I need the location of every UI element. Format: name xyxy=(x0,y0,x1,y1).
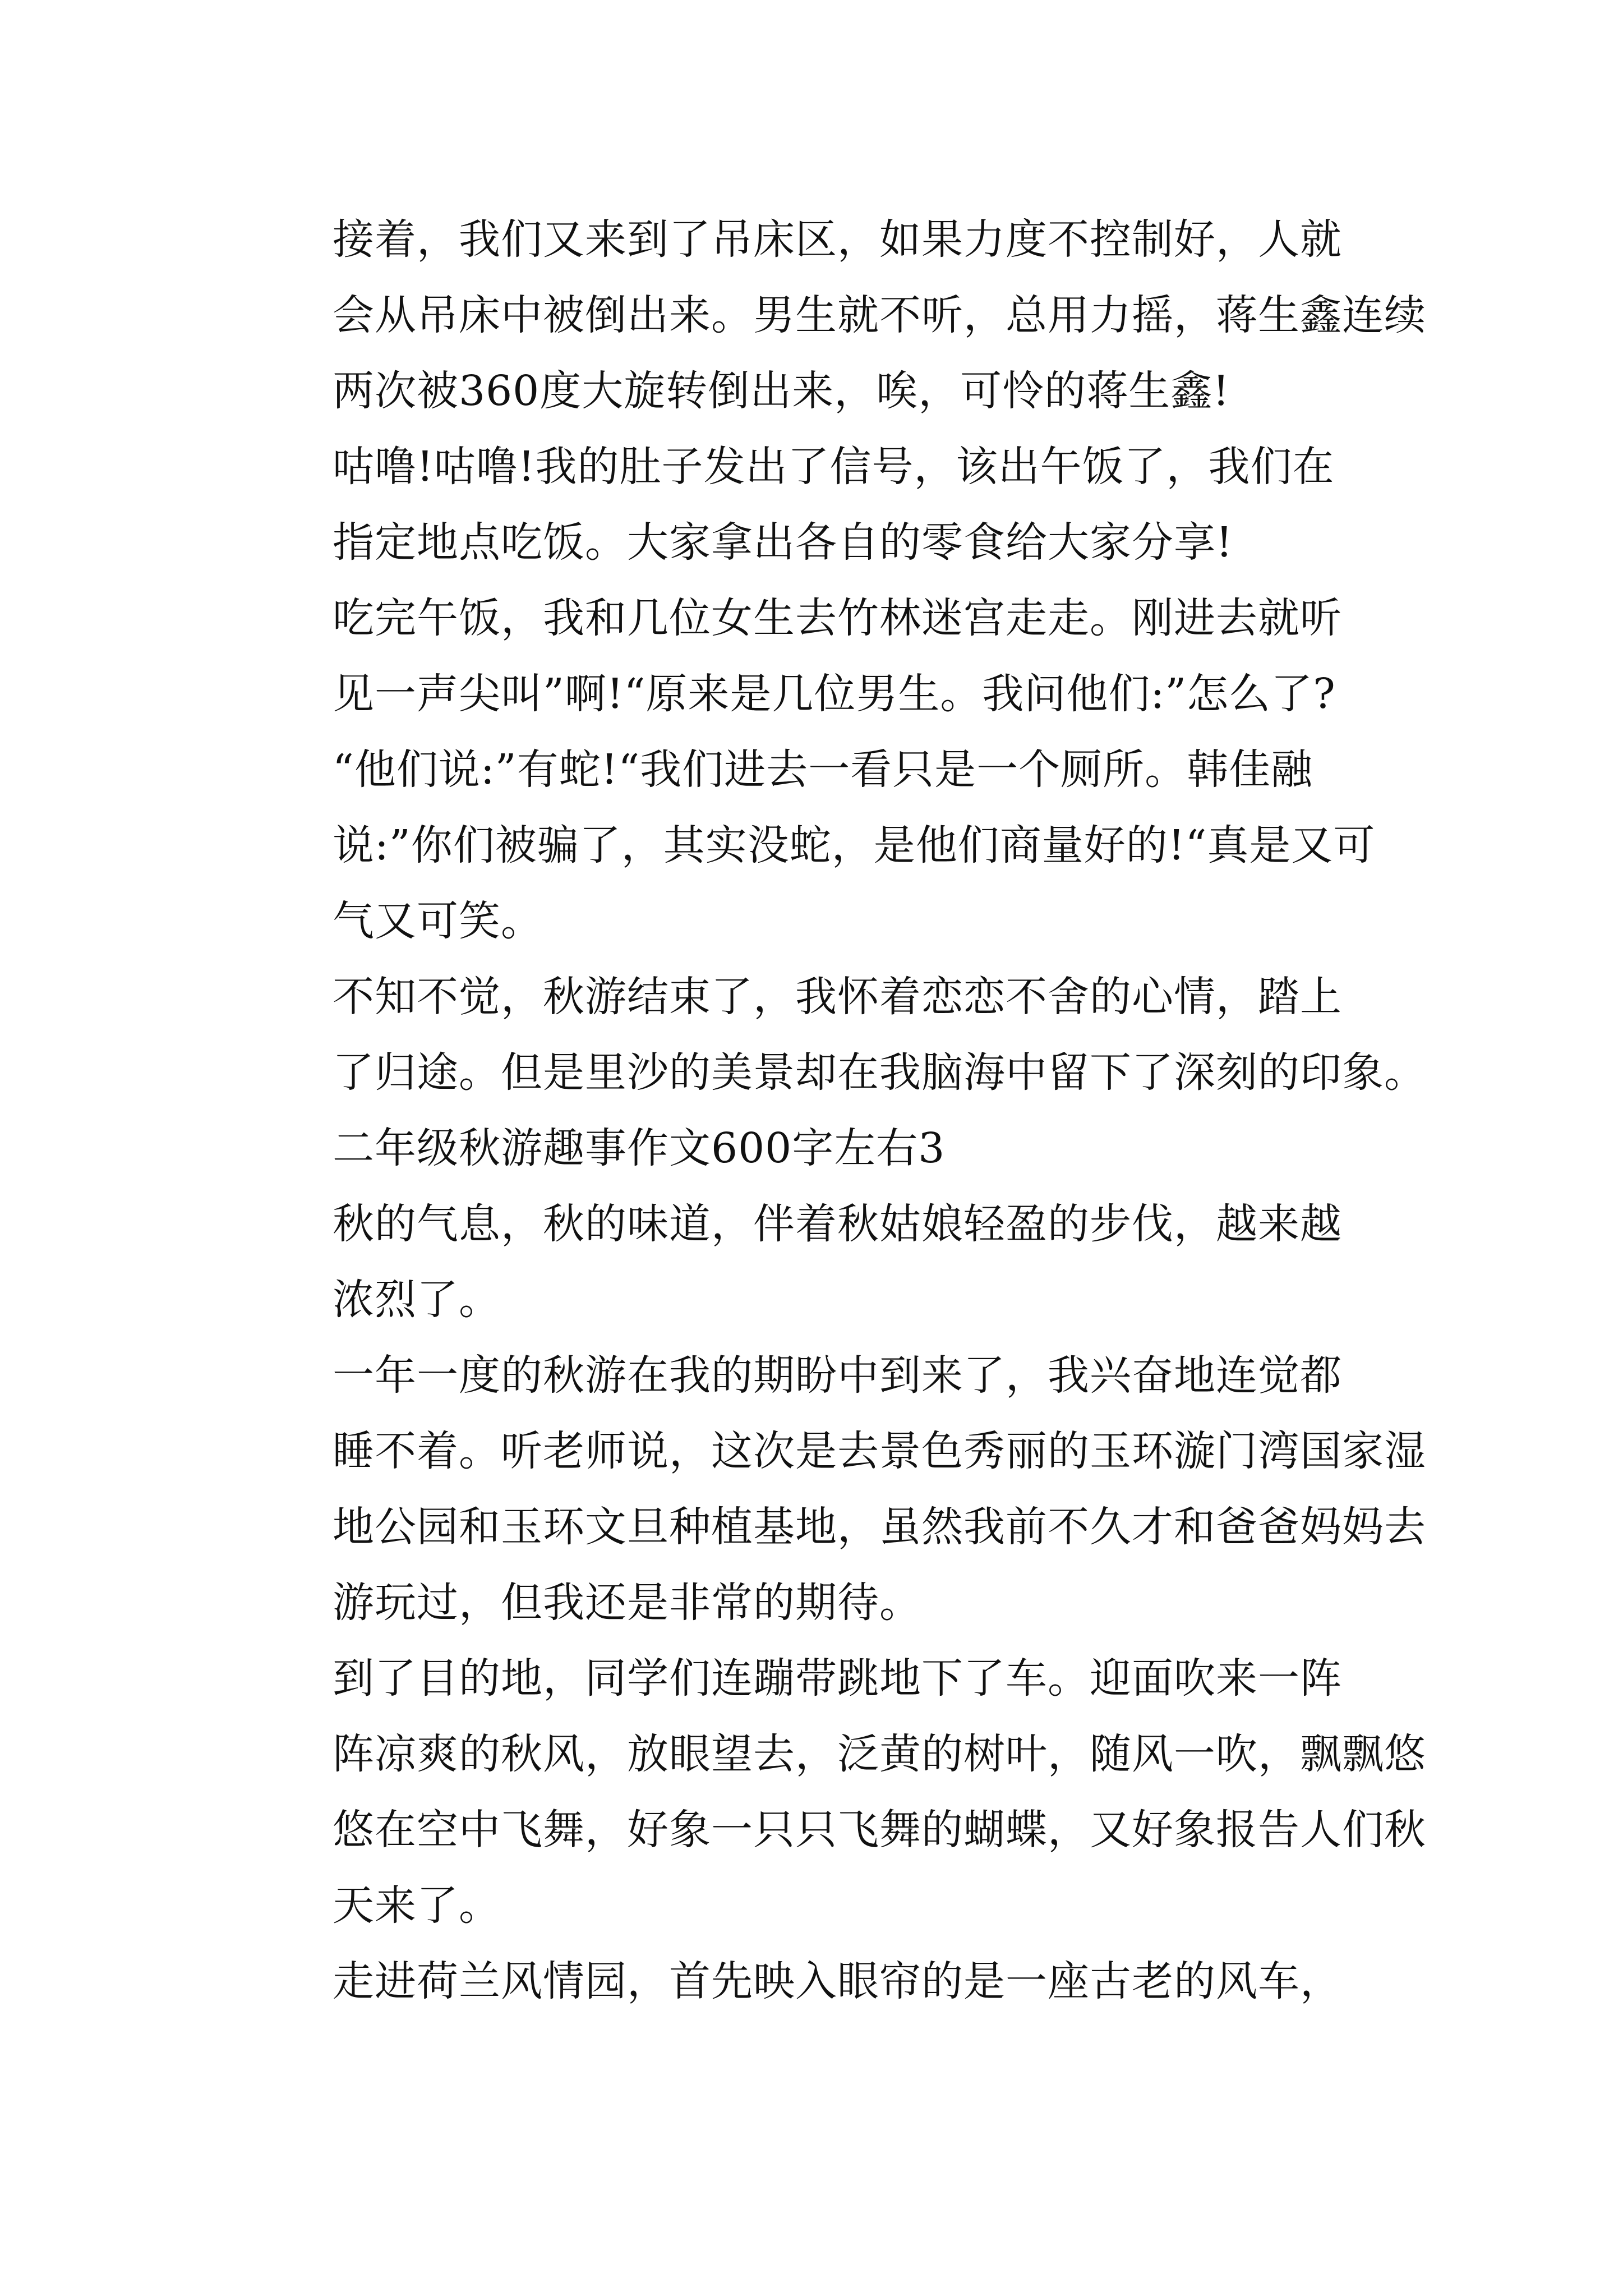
text-line: 见一声尖叫”啊!“原来是几位男生。我问他们:”怎么了? xyxy=(333,670,1336,718)
section-title xyxy=(250,1111,1382,1186)
text-line: 浓烈了。 xyxy=(333,1276,501,1324)
text-line: 接着，我们又来到了吊床区，如果力度不控制好，人就 xyxy=(333,215,1342,264)
text-line: 走进荷兰风情园，首先映入眼帘的是一座古老的风车， xyxy=(333,1957,1342,2005)
text-line: 咕噜!咕噜!我的肚子发出了信号，该出午饭了，我们在 xyxy=(333,443,1335,491)
text-line: 一年一度的秋游在我的期盼中到来了，我兴奋地连觉都 xyxy=(333,1351,1342,1400)
text-line: 两次被360度大旋转倒出来，唉，可怜的蒋生鑫! xyxy=(333,367,1230,415)
paragraph-arrival xyxy=(250,1641,1426,1944)
paragraph-dutch-garden xyxy=(250,1944,1382,2019)
paragraph-trip-anticipation xyxy=(250,1338,1426,1641)
paragraph-trip-end xyxy=(250,959,1426,1111)
text-line: 睡不着。听老师说，这次是去景色秀丽的玉环漩门湾国家湿 xyxy=(333,1427,1426,1475)
paragraph-bamboo-maze xyxy=(250,581,1382,959)
paragraph-autumn-breath xyxy=(250,1186,1382,1338)
paragraph-hammock xyxy=(250,202,1426,429)
text-line: 指定地点吃饭。大家拿出各自的零食给大家分享! xyxy=(333,518,1233,567)
text-line: 到了目的地，同学们连蹦带跳地下了车。迎面吹来一阵 xyxy=(333,1654,1342,1703)
text-line: 悠在空中飞舞，好象一只只飞舞的蝴蝶，又好象报告人们秋 xyxy=(333,1806,1426,1854)
text-line: 阵凉爽的秋风，放眼望去，泛黄的树叶，随风一吹，飘飘悠 xyxy=(333,1730,1426,1778)
text-line: 地公园和玉环文旦种植基地，虽然我前不久才和爸爸妈妈去 xyxy=(333,1503,1426,1551)
paragraph-lunch xyxy=(250,429,1382,581)
text-line: 秋的气息，秋的味道，伴着秋姑娘轻盈的步伐，越来越 xyxy=(333,1200,1342,1248)
text-line: 说:”你们被骗了，其实没蛇，是他们商量好的!“真是又可 xyxy=(333,821,1376,869)
text-line: 会从吊床中被倒出来。男生就不听，总用力摇，蒋生鑫连续 xyxy=(333,291,1426,339)
text-line: 气又可笑。 xyxy=(333,897,543,945)
text-line: 天来了。 xyxy=(333,1881,501,1930)
text-line: “他们说:”有蛇!“我们进去一看只是一个厕所。韩佳融 xyxy=(333,746,1313,794)
text-line: 了归途。但是里沙的美景却在我脑海中留下了深刻的印象。 xyxy=(333,1048,1426,1097)
text-line: 二年级秋游趣事作文600字左右3 xyxy=(333,1124,946,1172)
text-line: 游玩过，但我还是非常的期待。 xyxy=(333,1579,921,1627)
text-line: 吃完午饭，我和几位女生去竹林迷宫走走。刚进去就听 xyxy=(333,594,1342,642)
text-line: 不知不觉，秋游结束了，我怀着恋恋不舍的心情，踏上 xyxy=(333,973,1342,1021)
document-body xyxy=(250,202,1426,2019)
